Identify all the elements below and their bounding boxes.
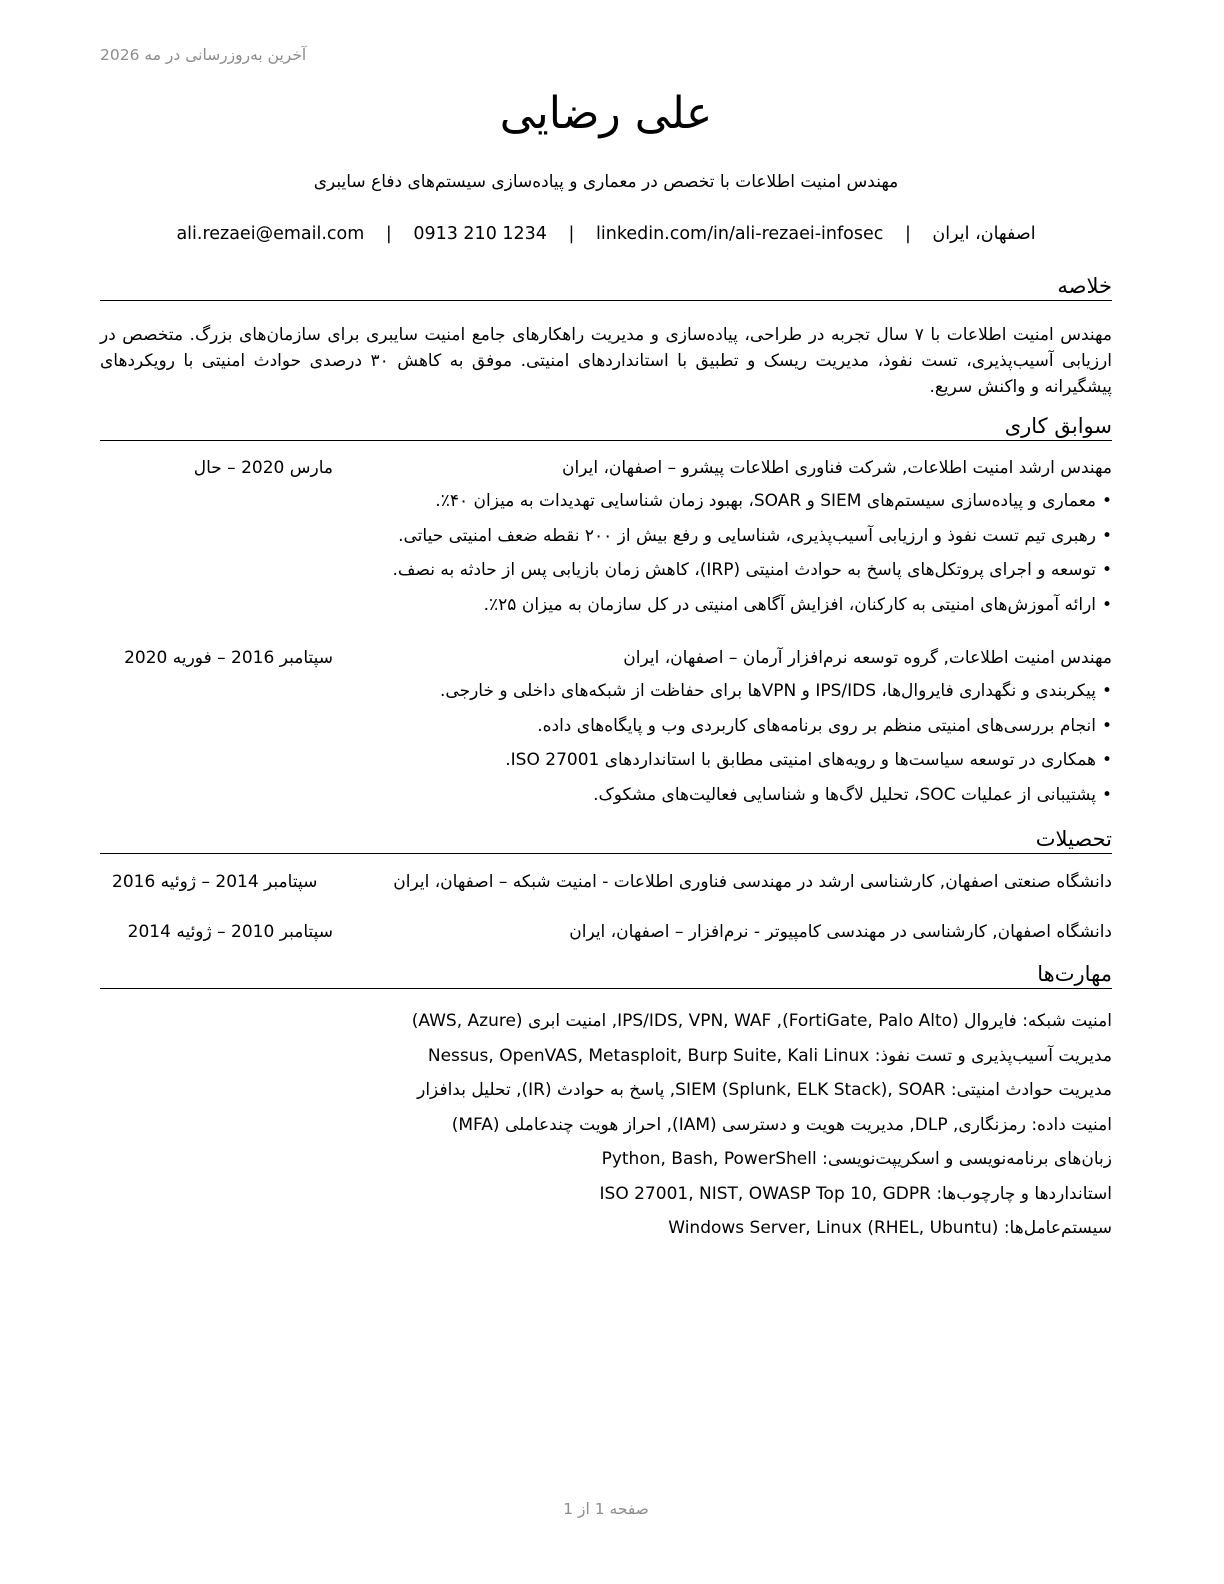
- education-dates: سپتامبر 2014 – ژوئیه 2016: [112, 872, 318, 892]
- job-title: مهندس امنیت اطلاعات, گروه توسعه نرم‌افزار آرمان – اصفهان، ایران: [623, 648, 1112, 668]
- education-entry: [100, 872, 1112, 900]
- education-title: دانشگاه اصفهان, کارشناسی در مهندسی کامپیوتر - نرم‌افزار – اصفهان، ایران: [569, 922, 1112, 942]
- list-item: • پشتیبانی از عملیات SOC، تحلیل لاگ‌ها و شناسایی فعالیت‌های مشکوک.: [100, 782, 1112, 817]
- education-title: دانشگاه صنعتی اصفهان, کارشناسی ارشد در مهندسی فناوری اطلاعات - امنیت شبکه – اصفهان، ایران: [393, 872, 1112, 892]
- list-item: زبان‌های برنامه‌نویسی و اسکریپت‌نویسی: Python, Bash, PowerShell: [601, 1149, 1112, 1169]
- list-item: • توسعه و اجرای پروتکل‌های پاسخ به حوادث امنیتی (IRP)، کاهش زمان بازیابی پس از حادثه به نصف.: [100, 557, 1112, 592]
- experience-heading: سوابق کاری: [100, 414, 1112, 441]
- skills-list: [100, 1008, 1112, 1250]
- contact-separator: |: [568, 224, 575, 244]
- contact-phone[interactable]: 0913 210 1234: [413, 224, 547, 244]
- bullet-icon: •: [1101, 784, 1112, 805]
- contact-linkedin[interactable]: linkedin.com/in/ali-rezaei-infosec: [596, 224, 884, 244]
- list-item: سیستم‌عامل‌ها: Windows Server, Linux (RHEL, Ubuntu): [668, 1218, 1112, 1238]
- list-item: مدیریت حوادث امنیتی: SIEM (Splunk, ELK Stack), SOAR, پاسخ به حوادث (IR), تحلیل بدافزار: [417, 1080, 1112, 1100]
- bullet-icon: •: [1101, 525, 1112, 546]
- bullet-icon: •: [1101, 491, 1112, 511]
- job-bullets: [100, 678, 1112, 816]
- list-item: امنیت داده: رمزنگاری, DLP, مدیریت هویت و دسترسی (IAM), احراز هویت چندعاملی (MFA): [451, 1114, 1112, 1135]
- list-item: • همکاری در توسعه سیاست‌ها و رویه‌های امنیتی مطابق با استانداردهای ISO 27001.: [100, 747, 1112, 782]
- summary-heading: خلاصه: [100, 274, 1112, 301]
- list-item: • معماری و پیاده‌سازی سیستم‌های SIEM و SOAR، بهبود زمان شناسایی تهدیدات به میزان ۴۰٪.: [100, 488, 1112, 523]
- headline: مهندس امنیت اطلاعات با تخصص در معماری و پیاده‌سازی سیستم‌های دفاع سایبری: [313, 172, 899, 192]
- bullet-icon: •: [1101, 715, 1112, 736]
- education-entry: [100, 922, 1112, 950]
- bullet-icon: •: [1101, 750, 1112, 770]
- list-item: استانداردها و چارچوب‌ها: ISO 27001, NIST, OWASP Top 10, GDPR: [599, 1183, 1112, 1204]
- contact-separator: |: [385, 224, 392, 244]
- job-entry: [100, 648, 1112, 676]
- bullet-icon: •: [1101, 681, 1112, 701]
- job-title: مهندس ارشد امنیت اطلاعات, شرکت فناوری اطلاعات پیشرو – اصفهان، ایران: [562, 458, 1112, 478]
- summary-text: مهندس امنیت اطلاعات با ۷ سال تجربه در طراحی، پیاده‌سازی و مدیریت راهکارهای جامع امنیت سایبری برای سازمان‌های بزرگ. متخصص در ارزیابی آسیب‌پذیری، تست نفوذ، مدیریت ریسک و تطبیق با استانداردهای امنیتی. موفق به کاهش ۳۰ درصدی حوادث امنیتی با رویکردهای پیشگیرانه و واکنش سریع.: [100, 325, 1112, 397]
- contact-separator: |: [904, 224, 911, 244]
- education-heading: تحصیلات: [100, 827, 1112, 854]
- contact-location: اصفهان، ایران: [932, 224, 1036, 244]
- contact-email[interactable]: ali.rezaei@email.com: [176, 224, 365, 244]
- bullet-icon: •: [1101, 594, 1112, 615]
- job-bullets: [100, 488, 1112, 626]
- resume-page: [100, 0, 1112, 1584]
- candidate-name: علی رضایی: [499, 88, 713, 139]
- skills-heading: مهارت‌ها: [100, 962, 1112, 989]
- list-item: مدیریت آسیب‌پذیری و تست نفوذ: Nessus, OpenVAS, Metasploit, Burp Suite, Kali Linux: [427, 1045, 1112, 1066]
- education-dates: سپتامبر 2010 – ژوئیه 2014: [127, 922, 333, 942]
- job-entry: [100, 458, 1112, 486]
- page-number: صفحه 1 از 1: [563, 1500, 649, 1518]
- job-dates: مارس 2020 – حال: [193, 458, 333, 478]
- last-updated: آخرین به‌روزرسانی در مه 2026: [100, 46, 307, 64]
- list-item: • انجام بررسی‌های امنیتی منظم بر روی برنامه‌های کاربردی وب و پایگاه‌های داده.: [100, 713, 1112, 748]
- list-item: • رهبری تیم تست نفوذ و ارزیابی آسیب‌پذیری، شناسایی و رفع بیش از ۲۰۰ نقطه ضعف امنیتی حیاتی.: [100, 523, 1112, 558]
- contact-line: [100, 224, 1112, 244]
- bullet-icon: •: [1101, 560, 1112, 580]
- list-item: • ارائه آموزش‌های امنیتی به کارکنان، افزایش آگاهی امنیتی در کل سازمان به میزان ۲۵٪.: [100, 592, 1112, 627]
- job-dates: سپتامبر 2016 – فوریه 2020: [124, 648, 333, 668]
- list-item: • پیکربندی و نگهداری فایروال‌ها، IPS/IDS و VPNها برای حفاظت از شبکه‌های داخلی و خارجی.: [100, 678, 1112, 713]
- list-item: امنیت شبکه: فایروال (FortiGate, Palo Alto), IPS/IDS, VPN, WAF, امنیت ابری (AWS, Azure): [411, 1011, 1112, 1031]
